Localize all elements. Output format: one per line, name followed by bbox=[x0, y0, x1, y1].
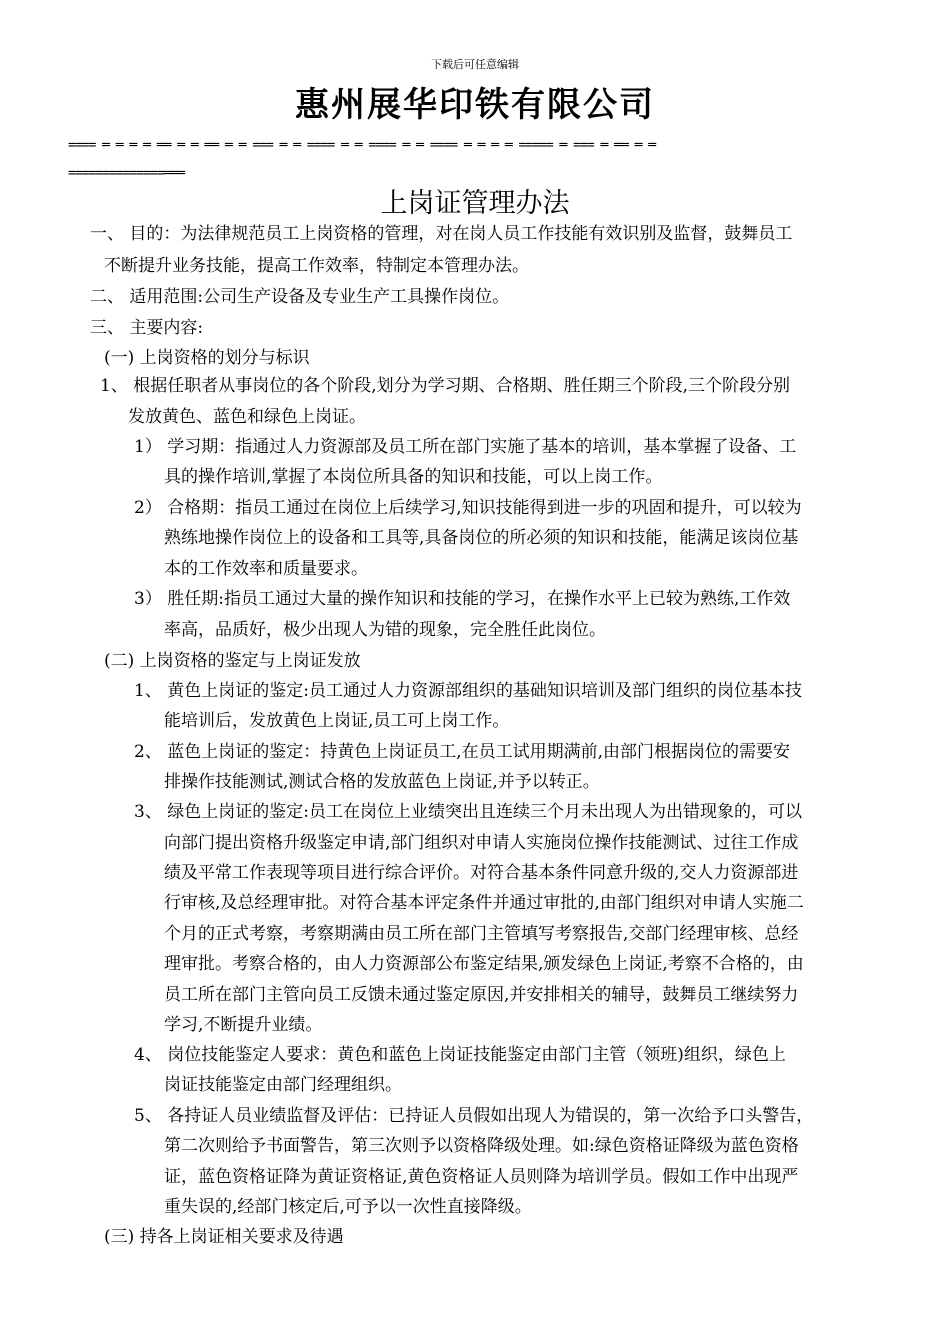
list-item-qualified-period: 2） 合格期：指员工通过在岗位上后续学习,知识技能得到进一步的巩固和提升，可以较为 bbox=[134, 498, 802, 518]
subsection-3-heading: (三) 持各上岗证相关要求及待遇 bbox=[104, 1227, 344, 1247]
section-3-heading: 三、 主要内容: bbox=[90, 318, 204, 338]
section-1-purpose-cont: 不断提升业务技能，提高工作效率，特制定本管理办法。 bbox=[104, 256, 529, 276]
list-item-assessor-requirements: 4、 岗位技能鉴定人要求：黄色和蓝色上岗证技能鉴定由部门主管（领班)组织，绿色上 bbox=[134, 1045, 786, 1065]
list-item-cont: 能培训后，发放黄色上岗证,员工可上岗工作。 bbox=[164, 711, 510, 731]
list-item-cont: 绩及平常工作表现等项目进行综合评价。对符合基本条件同意升级的,交人力资源部进 bbox=[164, 863, 799, 883]
list-item-cont: 向部门提出资格升级鉴定申请,部门组织对申请人实施岗位操作技能测试、过往工作成 bbox=[164, 833, 799, 853]
list-item-cont: 员工所在部门主管向员工反馈未通过鉴定原因,并安排相关的辅导，鼓舞员工继续努力 bbox=[164, 985, 799, 1005]
list-item-cont: 证，蓝色资格证降为黄证资格证,黄色资格证人员则降为培训学员。假如工作中出现严 bbox=[164, 1167, 799, 1187]
document-title: 上岗证管理办法 bbox=[380, 188, 570, 219]
list-item-cont: 理审批。考察合格的，由人力资源部公布鉴定结果,颁发绿色上岗证,考察不合格的，由 bbox=[164, 954, 804, 974]
list-item-learning-period: 1） 学习期：指通过人力资源部及员工所在部门实施了基本的培训，基本掌握了设备、工 bbox=[134, 437, 797, 457]
list-item-cont: 行审核,及总经理审批。对符合基本评定条件并通过审批的,由部门组织对申请人实施二 bbox=[164, 893, 804, 913]
list-item-performance-evaluation: 5、 各持证人员业绩监督及评估：已持证人员假如出现人为错误的，第一次给予口头警告， bbox=[134, 1106, 814, 1126]
company-name: 惠州展华印铁有限公司 bbox=[295, 85, 655, 125]
header-note: 下载后可任意编辑 bbox=[431, 58, 519, 71]
list-item-cont: 本的工作效率和质量要求。 bbox=[164, 559, 368, 579]
list-item-cont: 学习,不断提升业绩。 bbox=[164, 1015, 323, 1035]
paragraph: 1、 根据任职者从事岗位的各个阶段,划分为学习期、合格期、胜任期三个阶段,三个阶段分别 bbox=[100, 376, 791, 396]
list-item-cont: 具的操作培训,掌握了本岗位所具备的知识和技能，可以上岗工作。 bbox=[164, 467, 663, 487]
subsection-2-heading: (二) 上岗资格的鉴定与上岗证发放 bbox=[104, 651, 361, 671]
separator-line-1: ==== ═ ═ ═ ═ ══ ═ ═ ══ ═ ═ === ═ ═ ==== ═ ═ ==== ═ ═ ==== ═ ═ ═ ═ ===== ═ === ═ ══ ═ ═ bbox=[68, 138, 656, 153]
list-item-green-card: 3、 绿色上岗证的鉴定:员工在岗位上业绩突出且连续三个月未出现人为出错现象的，可以 bbox=[134, 802, 802, 822]
list-item-competent-period: 3） 胜任期:指员工通过大量的操作知识和技能的学习，在操作水平上已较为熟练,工作效 bbox=[134, 589, 791, 609]
paragraph-cont: 发放黄色、蓝色和绿色上岗证。 bbox=[128, 407, 366, 427]
section-2-scope: 二、 适用范围:公司生产设备及专业生产工具操作岗位。 bbox=[90, 287, 510, 307]
list-item-cont: 第二次则给予书面警告，第三次则予以资格降级处理。如:绿色资格证降级为蓝色资格 bbox=[164, 1136, 799, 1156]
list-item-cont: 熟练地操作岗位上的设备和工具等,具备岗位的所必须的知识和技能，能满足该岗位基 bbox=[164, 528, 799, 548]
subsection-1-heading: (一) 上岗资格的划分与标识 bbox=[104, 348, 310, 368]
list-item-cont: 个月的正式考察，考察期满由员工所在部门主管填写考察报告,交部门经理审核、总经 bbox=[164, 924, 799, 944]
list-item-cont: 岗证技能鉴定由部门经理组织。 bbox=[164, 1075, 402, 1095]
list-item-blue-card: 2、 蓝色上岗证的鉴定：持黄色上岗证员工,在员工试用期满前,由部门根据岗位的需要安 bbox=[134, 742, 791, 762]
list-item-cont: 率高，品质好，极少出现人为错的现象，完全胜任此岗位。 bbox=[164, 620, 606, 640]
section-1-purpose: 一、 目的：为法律规范员工上岗资格的管理，对在岗人员工作技能有效识别及监督，鼓舞员工 bbox=[90, 224, 793, 244]
list-item-cont: 重失误的,经部门核定后,可予以一次性直接降级。 bbox=[164, 1197, 532, 1217]
list-item-cont: 排操作技能测试,测试合格的发放蓝色上岗证,并予以转正。 bbox=[164, 772, 600, 792]
separator-line-2: ==============═══ bbox=[68, 166, 185, 181]
list-item-yellow-card: 1、 黄色上岗证的鉴定:员工通过人力资源部组织的基础知识培训及部门组织的岗位基本技 bbox=[134, 681, 802, 701]
